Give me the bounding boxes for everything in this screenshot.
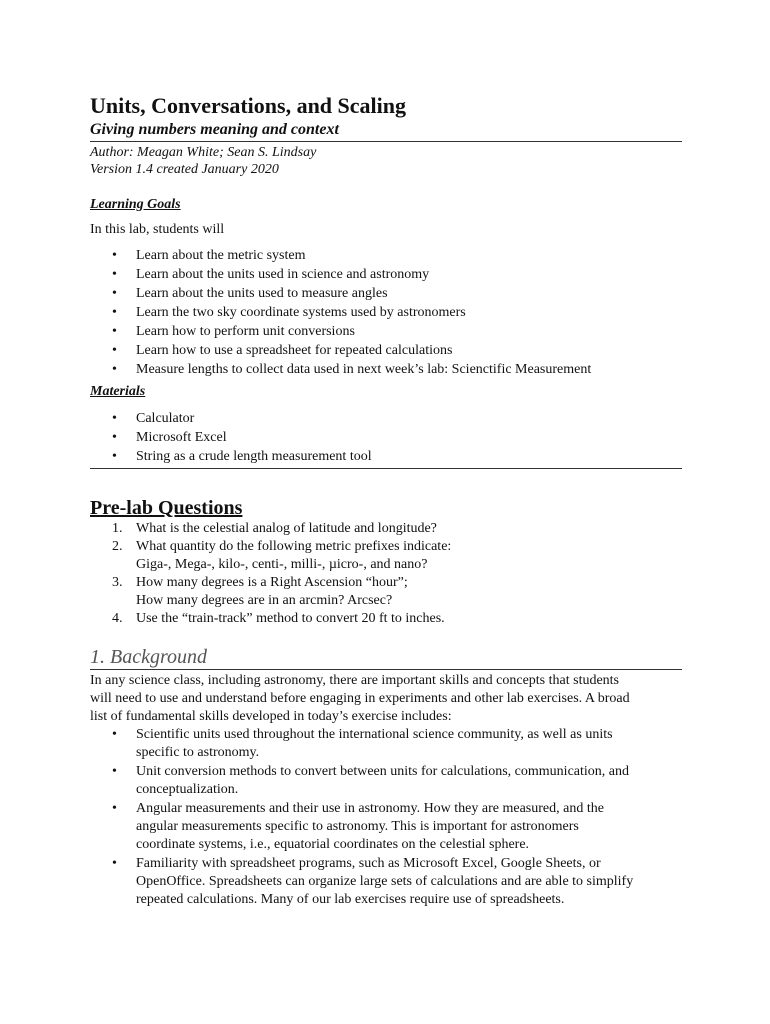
background-skill-list xyxy=(90,726,682,909)
learning-goal-item: • Learn about the metric system xyxy=(112,248,306,263)
question-text: Giga-, Mega-, kilo-, centi-, milli-, µicro-, and nano? xyxy=(136,557,428,572)
document-page xyxy=(90,92,682,909)
bullet-icon: • xyxy=(112,286,117,301)
prelab-question xyxy=(90,574,682,610)
question-number: 2. xyxy=(112,539,123,554)
prelab-question xyxy=(90,520,682,538)
question-text: How many degrees is a Right Ascension “hour”; xyxy=(136,575,408,590)
document-subtitle: Giving numbers meaning and context xyxy=(90,120,682,142)
material-item: • Microsoft Excel xyxy=(112,430,227,445)
materials-label: Materials xyxy=(90,384,146,399)
bullet-icon: • xyxy=(112,343,117,358)
learning-goal-item: • Learn how to use a spreadsheet for repeated calculations xyxy=(112,343,453,358)
prelab-question xyxy=(90,538,682,574)
question-text: Use the “train-track” method to convert 20 ft to inches. xyxy=(136,611,445,626)
bullet-icon: • xyxy=(112,324,117,339)
question-text: What quantity do the following metric prefixes indicate: xyxy=(136,539,452,554)
bullet-icon: • xyxy=(112,362,117,377)
learning-goal-item: • Learn about the units used in science and astronomy xyxy=(112,267,430,282)
learning-goals-list xyxy=(90,246,682,379)
bullet-icon: • xyxy=(112,411,117,426)
author-line: Author: Meagan White; Sean S. Lindsay xyxy=(90,145,317,160)
bullet-icon: • xyxy=(112,430,117,445)
skill-item: • Unit conversion methods to convert between units for calculations, communication, and conceptualization. xyxy=(112,764,629,797)
learning-goals-label: Learning Goals xyxy=(90,197,181,212)
question-number: 4. xyxy=(112,611,123,626)
bullet-icon: • xyxy=(112,305,117,320)
learning-goal-item: • Learn the two sky coordinate systems used by astronomers xyxy=(112,305,466,320)
bullet-icon: • xyxy=(112,801,117,816)
section-divider xyxy=(90,468,682,469)
background-paragraph: In any science class, including astronomy, there are important skills and concepts that students will need to use and understand before engaging in experiments and other lab exercises. A broad list of fundamental skills developed in today’s exercise includes: xyxy=(90,673,630,724)
bullet-icon: • xyxy=(112,856,117,871)
bullet-icon: • xyxy=(112,727,117,742)
prelab-title: Pre-lab Questions xyxy=(90,497,243,519)
skill-item: • Angular measurements and their use in astronomy. How they are measured, and the angular measurements specific to astronomy. This is important for astronomers coordinate systems, i.e., equatorial coordinates on the celestial sphere. xyxy=(112,801,604,852)
skill-item: • Familiarity with spreadsheet programs, such as Microsoft Excel, Google Sheets, or OpenOffice. Spreadsheets can organize large sets of calculations and are able to simplify repeated calculations. Many of our lab exercises require use of spreadsheets. xyxy=(112,856,634,907)
material-item: • Calculator xyxy=(112,411,195,426)
learning-goal-item: • Learn how to perform unit conversions xyxy=(112,324,355,339)
document-title: Units, Conversations, and Scaling xyxy=(90,93,407,118)
bullet-icon: • xyxy=(112,764,117,779)
learning-goals-intro: In this lab, students will xyxy=(90,222,225,237)
bullet-icon: • xyxy=(112,267,117,282)
bullet-icon: • xyxy=(112,449,117,464)
skill-item: • Scientific units used throughout the international science community, as well as units specific to astronomy. xyxy=(112,727,613,760)
prelab-question-list xyxy=(90,520,682,628)
background-heading: 1. Background xyxy=(90,645,682,670)
question-text: What is the celestial analog of latitude and longitude? xyxy=(136,521,437,536)
question-number: 3. xyxy=(112,575,123,590)
prelab-question xyxy=(90,610,682,628)
question-text: How many degrees are in an arcmin? Arcsec? xyxy=(136,593,393,608)
materials-list xyxy=(90,409,682,466)
learning-goal-item: • Measure lengths to collect data used in next week’s lab: Scienctific Measurement xyxy=(112,362,592,377)
version-line: Version 1.4 created January 2020 xyxy=(90,162,279,177)
question-number: 1. xyxy=(112,521,123,536)
learning-goal-item: • Learn about the units used to measure angles xyxy=(112,286,388,301)
material-item: • String as a crude length measurement tool xyxy=(112,449,372,464)
bullet-icon: • xyxy=(112,248,117,263)
